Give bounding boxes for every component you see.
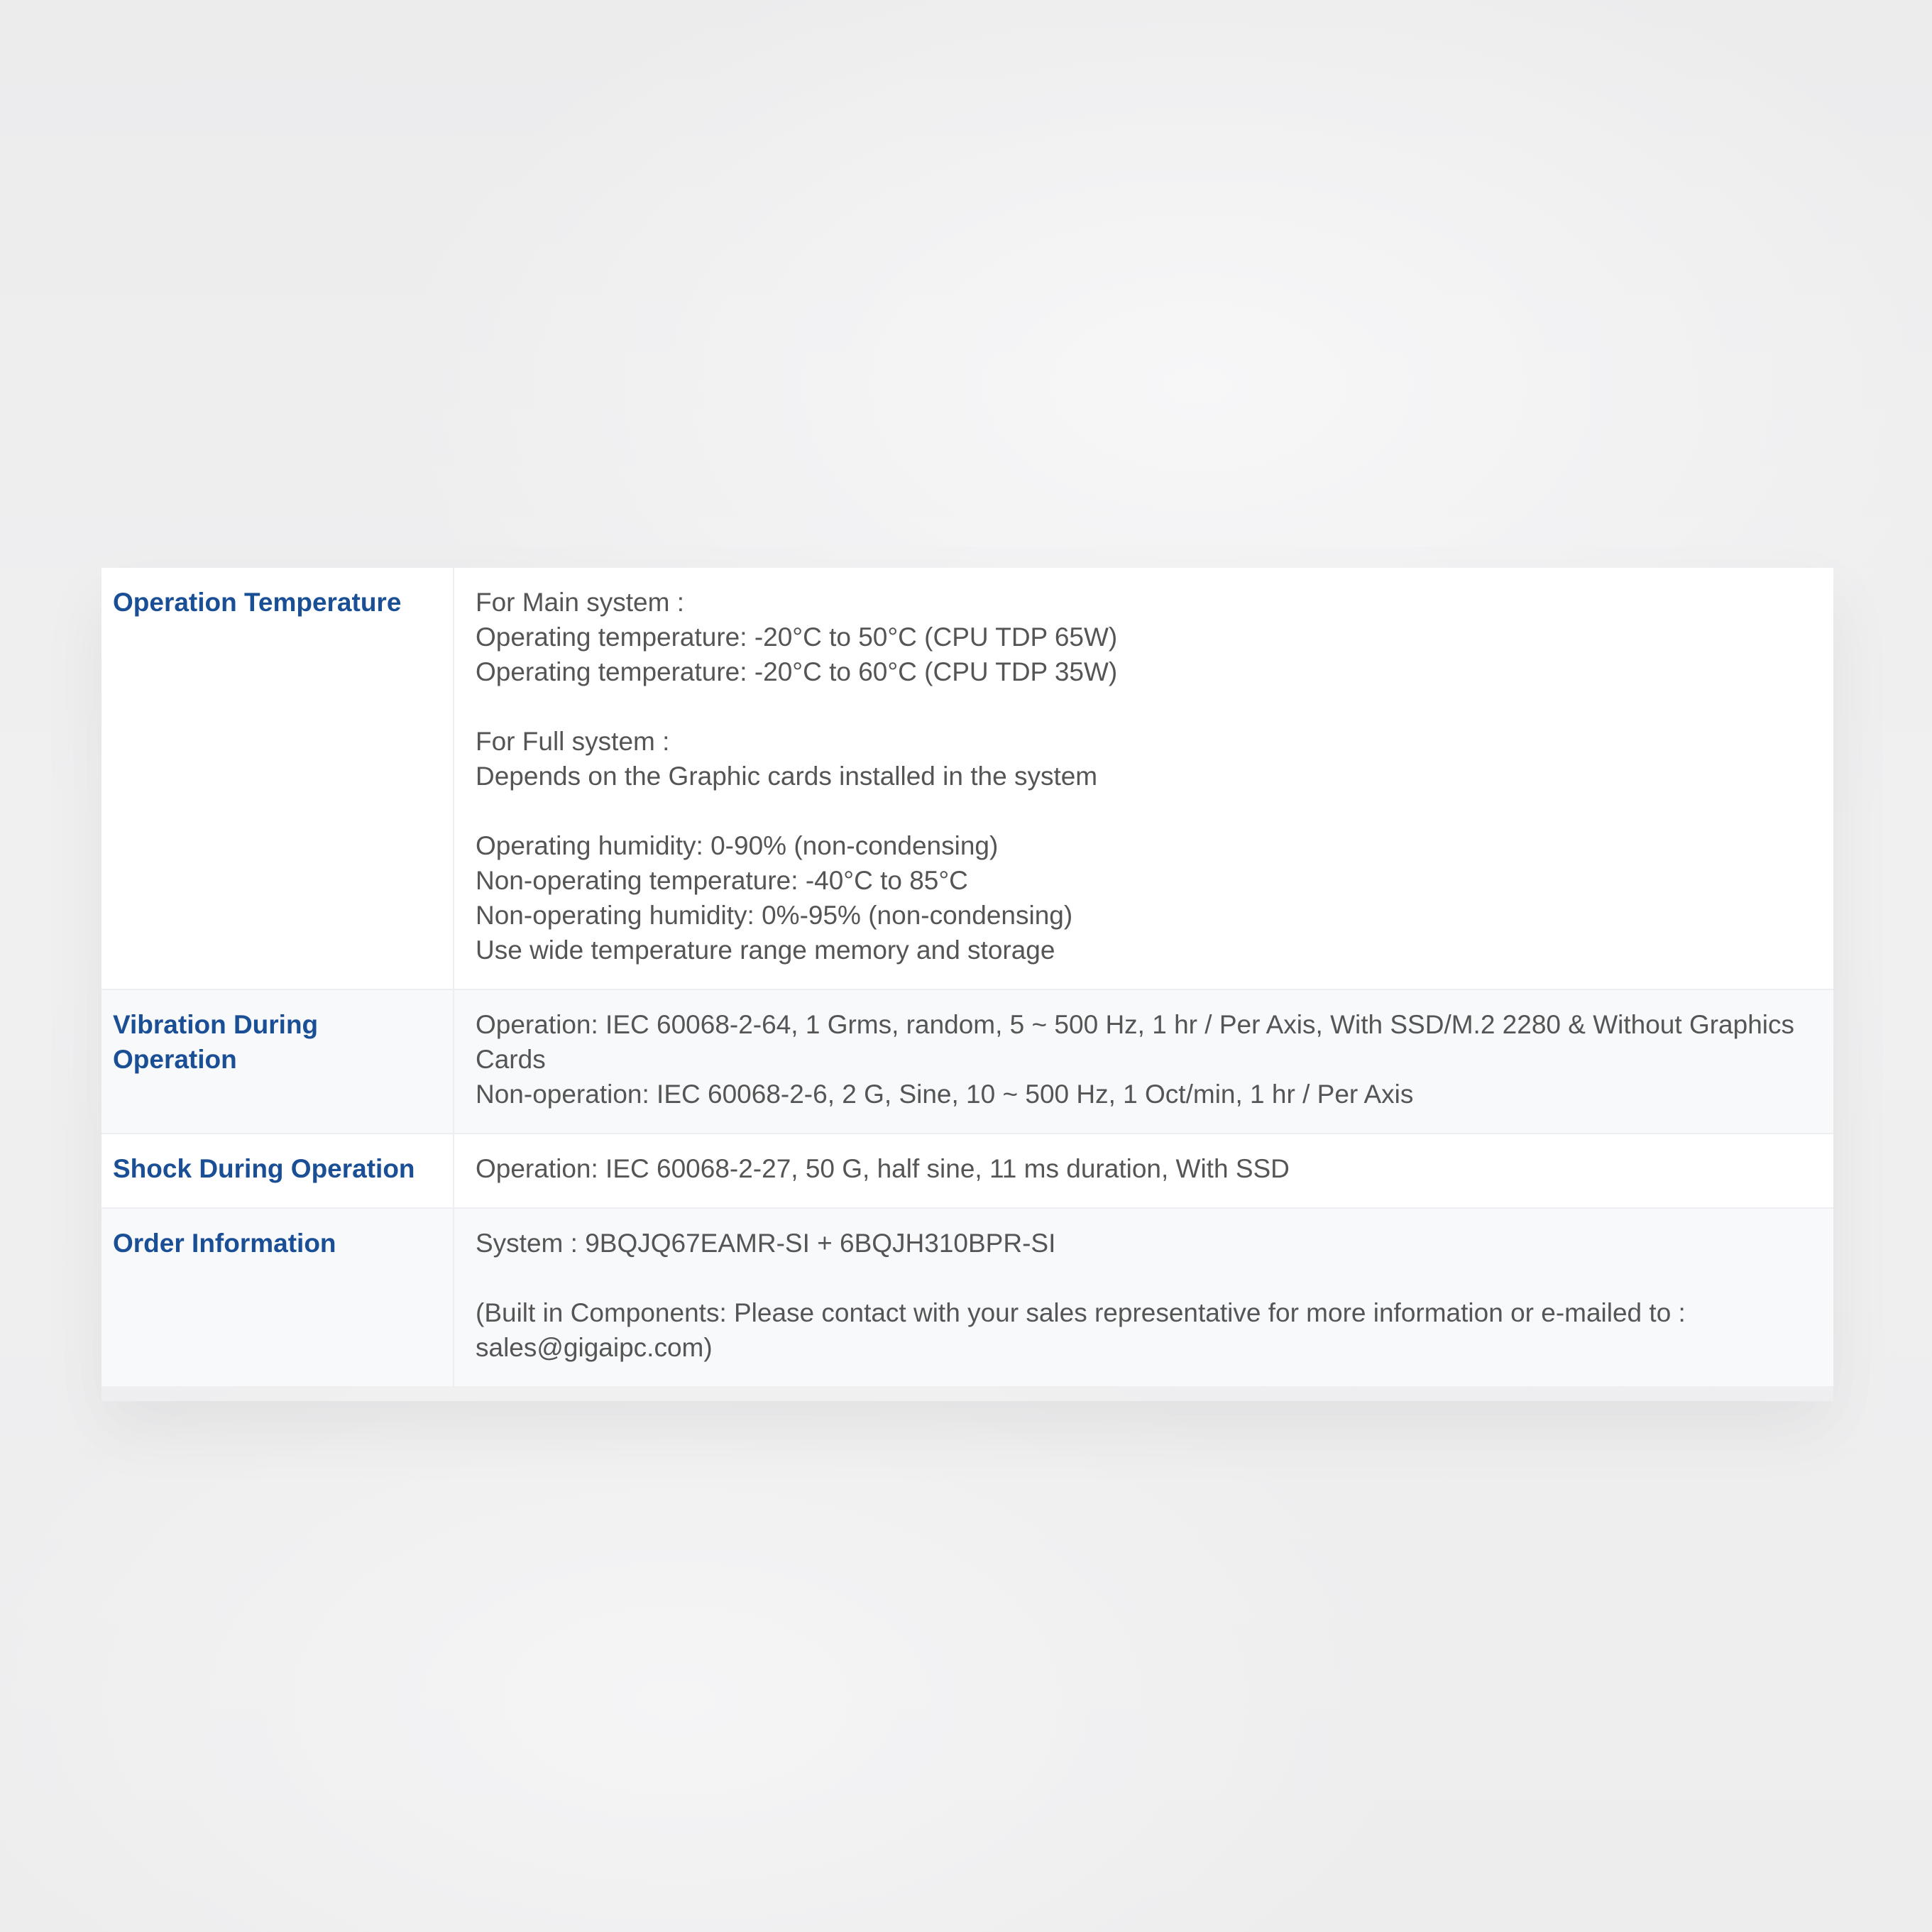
spec-line: Operation: IEC 60068-2-27, 50 G, half sine, 11 ms duration, With SSD xyxy=(476,1154,1290,1183)
spec-table xyxy=(101,568,1833,1386)
spec-row-shock-during-operation xyxy=(101,1134,1833,1208)
spec-line: Operating temperature: -20°C to 50°C (CPU TDP 65W) xyxy=(476,622,1118,652)
spec-line: (Built in Components: Please contact with your sales representative for more information or e-mailed to : sales@gigaipc.com) xyxy=(476,1298,1694,1362)
spec-label: Shock During Operation xyxy=(101,1134,454,1208)
spec-label: Vibration During Operation xyxy=(101,989,454,1134)
spec-line: Operating temperature: -20°C to 60°C (CPU TDP 35W) xyxy=(476,657,1118,686)
spec-line: Use wide temperature range memory and storage xyxy=(476,935,1055,965)
spec-line: Non-operating humidity: 0%-95% (non-condensing) xyxy=(476,901,1073,930)
spec-line: For Main system : xyxy=(476,588,684,617)
spec-row-order-information xyxy=(101,1208,1833,1386)
spec-line: Operating humidity: 0-90% (non-condensing) xyxy=(476,831,999,860)
spec-line: For Full system : xyxy=(476,727,670,756)
spec-line xyxy=(476,1261,1822,1295)
spec-row-operation-temperature xyxy=(101,568,1833,989)
spec-line xyxy=(476,689,1822,724)
spec-label: Order Information xyxy=(101,1208,454,1386)
spec-value xyxy=(454,1208,1833,1386)
spec-line: Depends on the Graphic cards installed in the system xyxy=(476,762,1098,791)
spec-value xyxy=(454,1134,1833,1208)
spec-line: Non-operating temperature: -40°C to 85°C xyxy=(476,866,968,895)
spec-label: Operation Temperature xyxy=(101,568,454,989)
spec-line: Non-operation: IEC 60068-2-6, 2 G, Sine, 10 ~ 500 Hz, 1 Oct/min, 1 hr / Per Axis xyxy=(476,1080,1414,1109)
spec-line: Operation: IEC 60068-2-64, 1 Grms, random, 5 ~ 500 Hz, 1 hr / Per Axis, With SSD/M.2 2280 & Without Graphics Cards xyxy=(476,1010,1802,1074)
spec-row-vibration-during-operation xyxy=(101,989,1833,1134)
spec-value xyxy=(454,568,1833,989)
spec-value xyxy=(454,989,1833,1134)
spec-line: System : 9BQJQ67EAMR-SI + 6BQJH310BPR-SI xyxy=(476,1229,1056,1258)
spec-line xyxy=(476,794,1822,828)
